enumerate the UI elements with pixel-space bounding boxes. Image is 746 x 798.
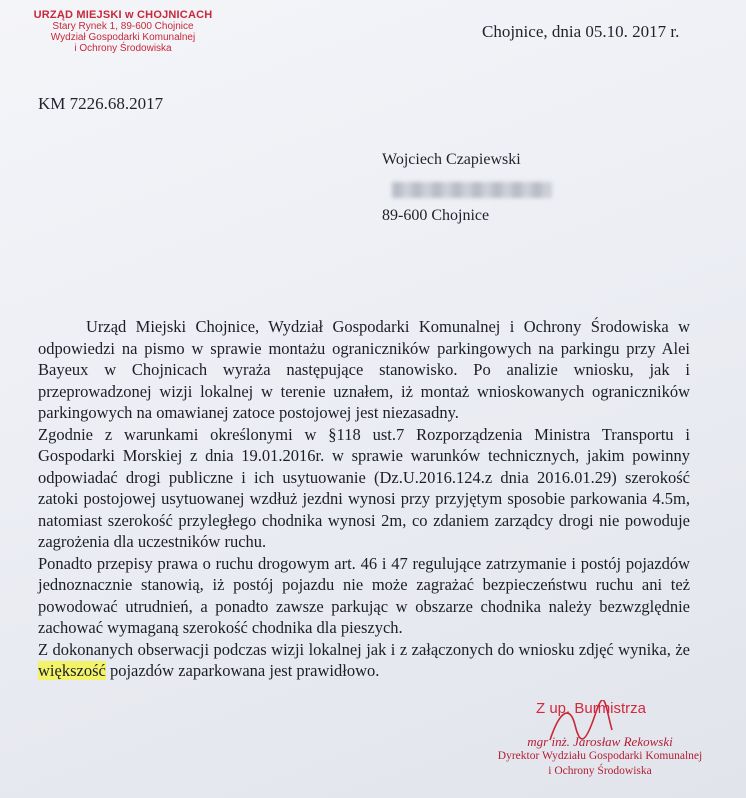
signatory-title-2: i Ochrony Środowiska [548, 765, 652, 777]
recipient-name: Wojciech Czapiewski [382, 151, 521, 168]
highlighted-word: większość [38, 661, 106, 680]
recipient-address [382, 146, 552, 230]
paragraph-3: Ponadto przepisy prawa o ruchu drogowym art. 46 i 47 regulujące zatrzymanie i postój pojazdów jednoznacznie stanowią, iż postój pojazdu nie może zagrażać bezpieczeństwu ruchu ani też powodować utrudnień, a ponadto zawsze parkując w obszarze chodnika należy bezwzględnie zachować wymaganą szerokość chodnika dla pieszych. [38, 553, 690, 637]
letter-body [38, 316, 690, 682]
signatory-title-1: Dyrektor Wydziału Gospodarki Komunalnej [497, 750, 703, 762]
office-stamp [28, 10, 218, 54]
paragraph-1: Urząd Miejski Chojnice, Wydział Gospodarki Komunalnej i Ochrony Środowiska w odpowiedzi na pismo w sprawie montażu ograniczników parkingowych na parkingu przy Alei Bayeux w Chojnicach wyraża następujące stanowisko. Po analizie wniosku, jak i przeprowadzonej wizji lokalnej w terenie uznałem, iż montaż wnioskowanych ograniczników parkingowych na omawianej zatoce postojowej jest niezasadny. [38, 317, 690, 422]
recipient-city: 89-600 Chojnice [382, 207, 490, 224]
redacted-street [392, 182, 552, 198]
signatory-name: mgr inż. Jarosław Rekowski [527, 734, 673, 749]
paragraph-4-end: pojazdów zaparkowana jest prawidłowo. [105, 661, 380, 680]
paragraph-4-start: Z dokonanych obserwacji podczas wizji lokalnej jak i z załączonych do wniosku zdjęć wynika, że [38, 639, 690, 659]
signature-zup: Z up. Burmistrza [536, 700, 647, 717]
letter-date: Chojnice, dnia 05.10. 2017 r. [482, 22, 680, 41]
paragraph-2: Zgodnie z warunkami określonymi w §118 ust.7 Rozporządzenia Ministra Transportu i Gospodarki Morskiej z dnia 19.01.2016r. w sprawie warunków technicznych, jakim powinny odpowiadać drogi publiczne i ich usytuowanie (Dz.U.2016.124.z dnia 2016.01.29) szerokość zatoki postojowej usytuowanej wzdłuż jezdni wynosi przy przyjętym sposobie parkowania 4.5m, natomiast szerokość przyległego chodnika wynosi 2m, co zdaniem zarządcy drogi nie powoduje zagrożenia dla uczestników ruchu. [38, 424, 690, 551]
stamp-line-4: i Ochrony Środowiska [74, 43, 172, 54]
paragraph-4 [38, 639, 690, 682]
signature-block [490, 734, 710, 779]
reference-number: KM 7226.68.2017 [38, 94, 164, 113]
stamp-line-1: URZĄD MIEJSKI w CHOJNICACH [33, 9, 213, 21]
stamp-line-2: Stary Rynek 1, 89-600 Chojnice [52, 21, 194, 32]
stamp-line-3: Wydział Gospodarki Komunalnej [50, 32, 196, 43]
